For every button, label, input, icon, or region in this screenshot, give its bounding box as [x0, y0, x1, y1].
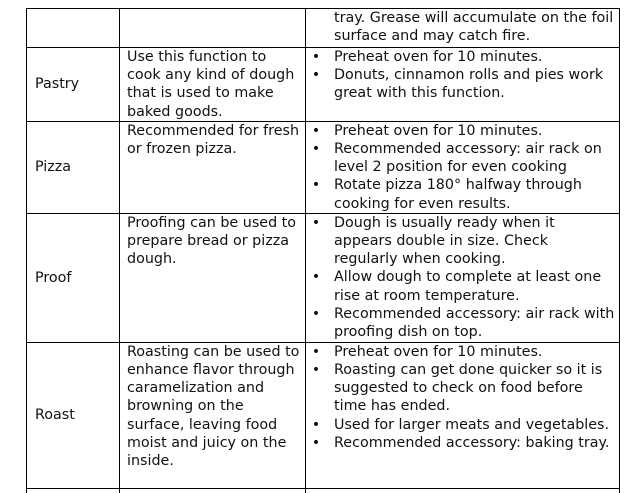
cooking-functions-table	[26, 8, 620, 493]
bullet-icon: •	[311, 122, 321, 139]
bullet-icon: •	[311, 434, 321, 451]
tips-list	[306, 48, 615, 103]
function-name-proof: Proof	[27, 213, 120, 342]
tip-item	[306, 214, 615, 269]
table-row-pizza	[27, 121, 620, 213]
function-name-roast: Roast	[27, 342, 120, 488]
bullet-icon: •	[311, 305, 321, 322]
function-description-cell	[120, 9, 306, 48]
tip-text: Preheat oven for 10 minutes.	[334, 343, 543, 360]
function-tips-pastry	[306, 48, 620, 122]
function-name-pastry: Pastry	[27, 48, 120, 122]
function-name-cell	[27, 488, 120, 493]
tip-text: Donuts, cinnamon rolls and pies work great with this function.	[334, 67, 604, 102]
tip-item	[306, 361, 615, 416]
function-tips-pizza	[306, 121, 620, 213]
function-tips-proof	[306, 213, 620, 342]
tip-item	[306, 343, 615, 361]
tip-item	[306, 140, 615, 176]
function-description-proof: Proofing can be used to prepare bread or pizza dough.	[120, 213, 306, 342]
tip-item	[306, 268, 615, 304]
tip-item	[306, 66, 615, 102]
tip-text: Recommended accessory: air rack with proofing dish on top.	[334, 305, 615, 341]
function-description-roast: Roasting can be used to enhance flavor through caramelization and browning on the surface, leaving food moist and juicy on the inside.	[120, 342, 306, 488]
table-row-continuation	[27, 9, 620, 48]
bullet-icon: •	[311, 141, 321, 158]
tip-text: Used for larger meats and vegetables.	[334, 416, 610, 433]
bullet-icon: •	[311, 343, 321, 360]
tips-list	[306, 214, 615, 341]
table-row-truncated	[27, 488, 620, 493]
bullet-icon: •	[311, 416, 321, 433]
tip-text: Allow dough to complete at least one rise at room temperature.	[334, 269, 602, 304]
function-tips-cell	[306, 9, 620, 48]
bullet-icon: •	[311, 214, 321, 231]
function-description-cell	[120, 488, 306, 493]
tip-item	[306, 416, 615, 434]
table-row-roast	[27, 342, 620, 488]
table-row-pastry	[27, 48, 620, 122]
tip-item	[306, 48, 615, 66]
tip-text: Rotate pizza 180° halfway through cooking for even results.	[334, 177, 582, 212]
tip-item	[306, 434, 615, 452]
bullet-icon: •	[311, 49, 321, 65]
function-description-pizza: Recommended for fresh or frozen pizza.	[120, 121, 306, 213]
bullet-icon: •	[311, 67, 321, 84]
function-name-cell	[27, 9, 120, 48]
continuation-text: tray. Grease will accumulate on the foil surface and may catch fire.	[334, 10, 614, 45]
function-tips-roast	[306, 342, 620, 488]
tip-text: Recommended accessory: air rack on level 2 position for even cooking	[334, 141, 602, 176]
function-description-pastry: Use this function to cook any kind of dough that is used to make baked goods.	[120, 48, 306, 122]
tips-list	[306, 343, 615, 452]
table-row-proof	[27, 213, 620, 342]
tip-item	[306, 176, 615, 212]
tip-item	[306, 305, 615, 341]
bullet-icon: •	[311, 269, 321, 286]
function-tips-cell	[306, 488, 620, 493]
tip-text: Roasting can get done quicker so it is suggested to check on food before time has ended.	[334, 362, 603, 415]
bullet-icon: •	[311, 362, 321, 379]
bullet-icon: •	[311, 177, 321, 194]
tip-text: Preheat oven for 10 minutes.	[334, 49, 543, 65]
tip-text: Preheat oven for 10 minutes.	[334, 122, 543, 139]
tip-text: Dough is usually ready when it appears double in size. Check regularly when cooking.	[334, 214, 555, 268]
tips-list	[306, 122, 615, 213]
tip-text: Recommended accessory: baking tray.	[334, 434, 610, 451]
tip-item	[306, 122, 615, 140]
function-name-pizza: Pizza	[27, 121, 120, 213]
